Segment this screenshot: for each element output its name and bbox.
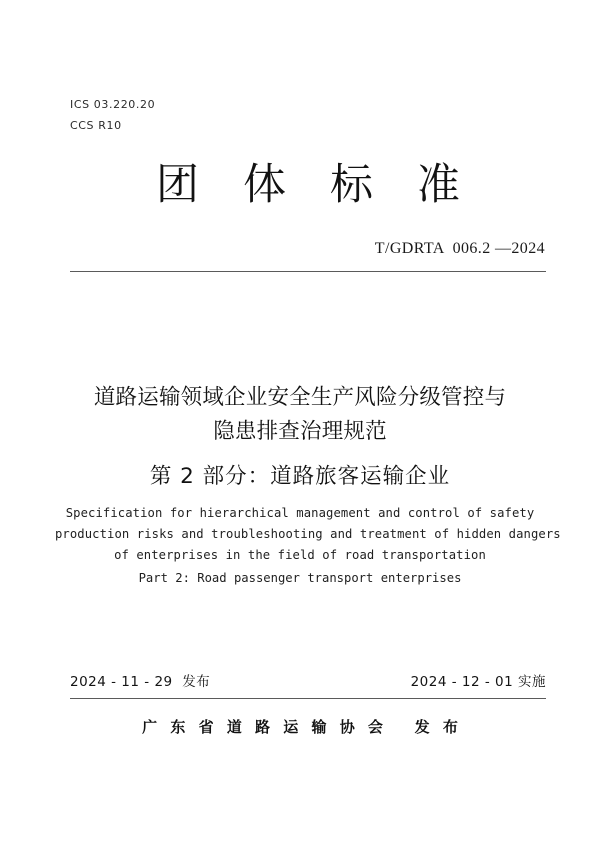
- date-row: [70, 670, 546, 690]
- standard-type-heading: 团体标准: [156, 160, 504, 210]
- classification-codes: [70, 95, 155, 137]
- divider-bottom: [70, 698, 546, 699]
- title-english-line-1: Specification for hierarchical management and control of safety: [65, 506, 535, 520]
- document-title-english: [55, 503, 561, 566]
- issue-date: 2024 - 11 - 29 发布: [70, 674, 211, 690]
- effective-date: 2024 - 12 - 01 实施: [410, 674, 546, 690]
- document-part-english: Part 2: Road passenger transport enterprises: [138, 571, 462, 585]
- document-part-chinese: 第 2 部分：道路旅客运输企业: [149, 464, 451, 489]
- publisher-line: 广 东 省 道 路 运 输 协 会 发 布: [142, 718, 462, 736]
- standard-number: T/GDRTA 006.2 —2024: [374, 240, 545, 257]
- ccs-code: CCS R10: [70, 118, 122, 132]
- title-chinese-line-1: 道路运输领域企业安全生产风险分级管控与: [93, 385, 507, 410]
- title-english-line-3: of enterprises in the field of road transportation: [114, 548, 486, 562]
- title-chinese-line-2: 隐患排查治理规范: [213, 419, 387, 444]
- divider-top: [70, 271, 546, 272]
- ics-code: ICS 03.220.20: [70, 98, 156, 111]
- title-english-line-2: production risks and troubleshooting and treatment of hidden dangers: [55, 527, 561, 541]
- document-title-chinese: [60, 381, 540, 449]
